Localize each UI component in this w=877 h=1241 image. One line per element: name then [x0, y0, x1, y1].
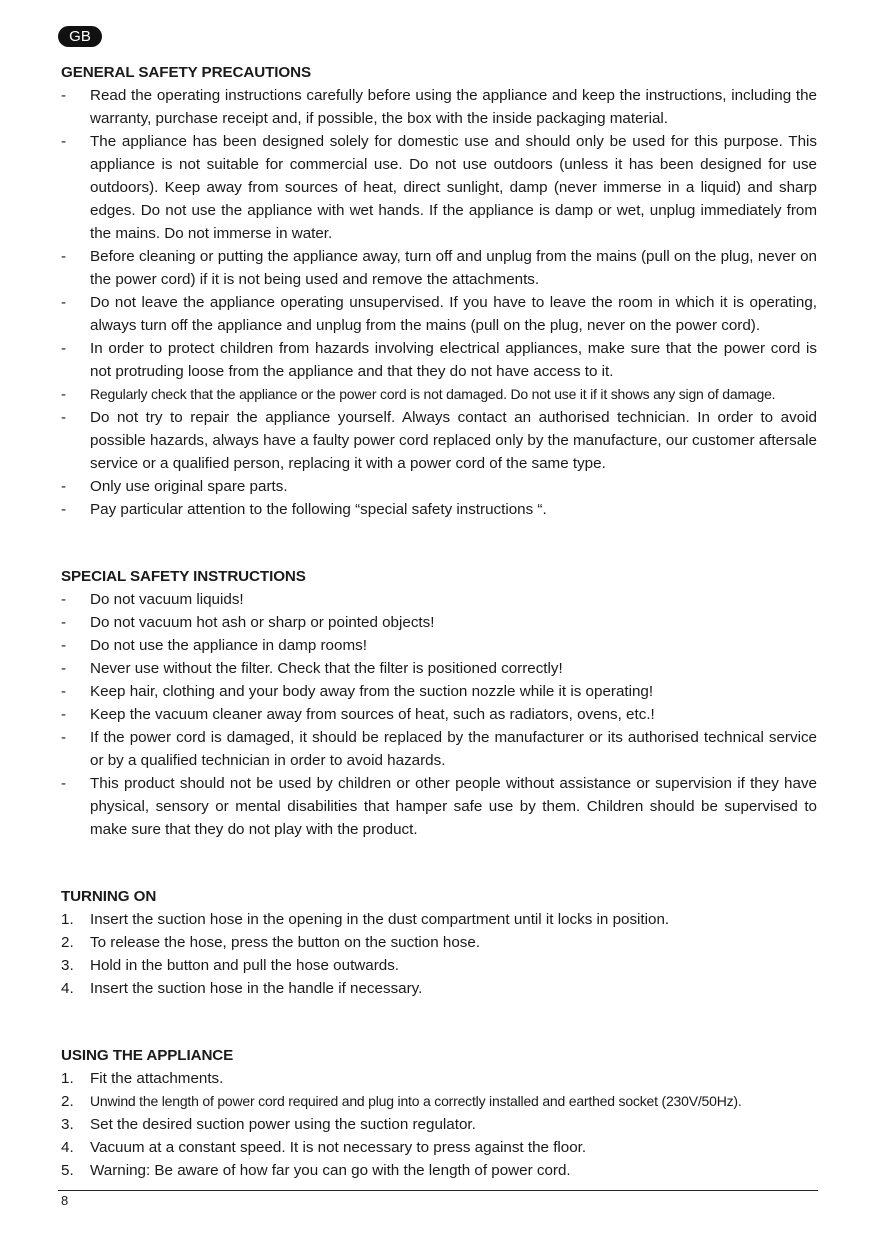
list-item: 3. Hold in the button and pull the hose outwards. — [61, 957, 400, 974]
language-badge-gb: GB — [58, 26, 102, 47]
special-safety-list — [61, 588, 817, 841]
list-item: 5. Warning: Be aware of how far you can go with the length of power cord. — [61, 1162, 571, 1179]
turning-on-heading: TURNING ON — [61, 888, 157, 905]
turning-on-list — [61, 908, 817, 1000]
list-item: - Regularly check that the appliance or the power cord is not damaged. Do not use it if it shows any sign of damage. — [61, 386, 776, 403]
list-item: 1. Fit the attachments. — [61, 1070, 224, 1087]
list-item: 3. Set the desired suction power using the suction regulator. — [61, 1116, 476, 1133]
list-item: - Do not vacuum liquids! — [61, 591, 244, 608]
list-item: 4. Insert the suction hose in the handle if necessary. — [61, 980, 423, 997]
general-safety-heading: GENERAL SAFETY PRECAUTIONS — [61, 64, 311, 81]
list-item: - This product should not be used by children or other people without assistance or supervision if they have physical, sensory or mental disabilities that hamper safe use by them. Children should be supervised to make sure that they do not play with the product. — [61, 775, 817, 838]
list-item: - Do not use the appliance in damp rooms! — [61, 637, 367, 654]
list-item: - Keep the vacuum cleaner away from sources of heat, such as radiators, ovens, etc.! — [61, 706, 655, 723]
list-item: - If the power cord is damaged, it should be replaced by the manufacturer or its authorised technical service or by a qualified technician in order to avoid hazards. — [61, 729, 817, 769]
list-item: - Do not leave the appliance operating unsupervised. If you have to leave the room in which it is operating, always turn off the appliance and unplug from the mains (pull on the plug, never on the power cord). — [61, 294, 817, 334]
list-item: - Pay particular attention to the following “special safety instructions “. — [61, 501, 547, 518]
list-item: - Read the operating instructions carefully before using the appliance and keep the instructions, including the warranty, purchase receipt and, if possible, the box with the inside packaging material. — [61, 87, 817, 127]
list-item: - Do not try to repair the appliance yourself. Always contact an authorised technician. In order to avoid possible hazards, always have a faulty power cord replaced only by the manufacture, our customer aftersale service or a qualified person, replacing it with a power cord of the same type. — [61, 409, 817, 472]
list-item: 2. Unwind the length of power cord required and plug into a correctly installed and earthed socket (230V/50Hz). — [61, 1093, 742, 1110]
list-item: 4. Vacuum at a constant speed. It is not necessary to press against the floor. — [61, 1139, 587, 1156]
list-item: - In order to protect children from hazards involving electrical appliances, make sure that the power cord is not protruding loose from the appliance and that they do not have access to it. — [61, 340, 817, 380]
list-item: - Before cleaning or putting the appliance away, turn off and unplug from the mains (pull on the plug, never on the power cord) if it is not being used and remove the attachments. — [61, 248, 817, 288]
general-safety-section — [61, 62, 817, 521]
list-item: - Do not vacuum hot ash or sharp or pointed objects! — [61, 614, 435, 631]
general-safety-list — [61, 84, 817, 521]
list-item: 2. To release the hose, press the button on the suction hose. — [61, 934, 481, 951]
using-appliance-section — [61, 1045, 817, 1182]
document-body — [61, 62, 817, 1182]
special-safety-heading: SPECIAL SAFETY INSTRUCTIONS — [61, 568, 306, 585]
using-appliance-heading: USING THE APPLIANCE — [61, 1047, 234, 1064]
list-item: - Never use without the filter. Check that the filter is positioned correctly! — [61, 660, 563, 677]
list-item: - The appliance has been designed solely for domestic use and should only be used for this purpose. This appliance is not suitable for commercial use. Do not use outdoors (unless it has been designed for use outdoors). Keep away from sources of heat, direct sunlight, damp (never immerse in a liquid) and sharp edges. Do not use the appliance with wet hands. If the appliance is damp or wet, unplug immediately from the mains. Do not immerse in water. — [61, 133, 817, 242]
using-appliance-list — [61, 1067, 817, 1182]
footer-divider — [58, 1190, 818, 1191]
special-safety-section — [61, 566, 817, 841]
list-item: - Only use original spare parts. — [61, 478, 288, 495]
list-item: - Keep hair, clothing and your body away from the suction nozzle while it is operating! — [61, 683, 654, 700]
list-item: 1. Insert the suction hose in the opening in the dust compartment until it locks in position. — [61, 911, 670, 928]
page-number: 8 — [61, 1193, 69, 1208]
turning-on-section — [61, 886, 817, 1000]
